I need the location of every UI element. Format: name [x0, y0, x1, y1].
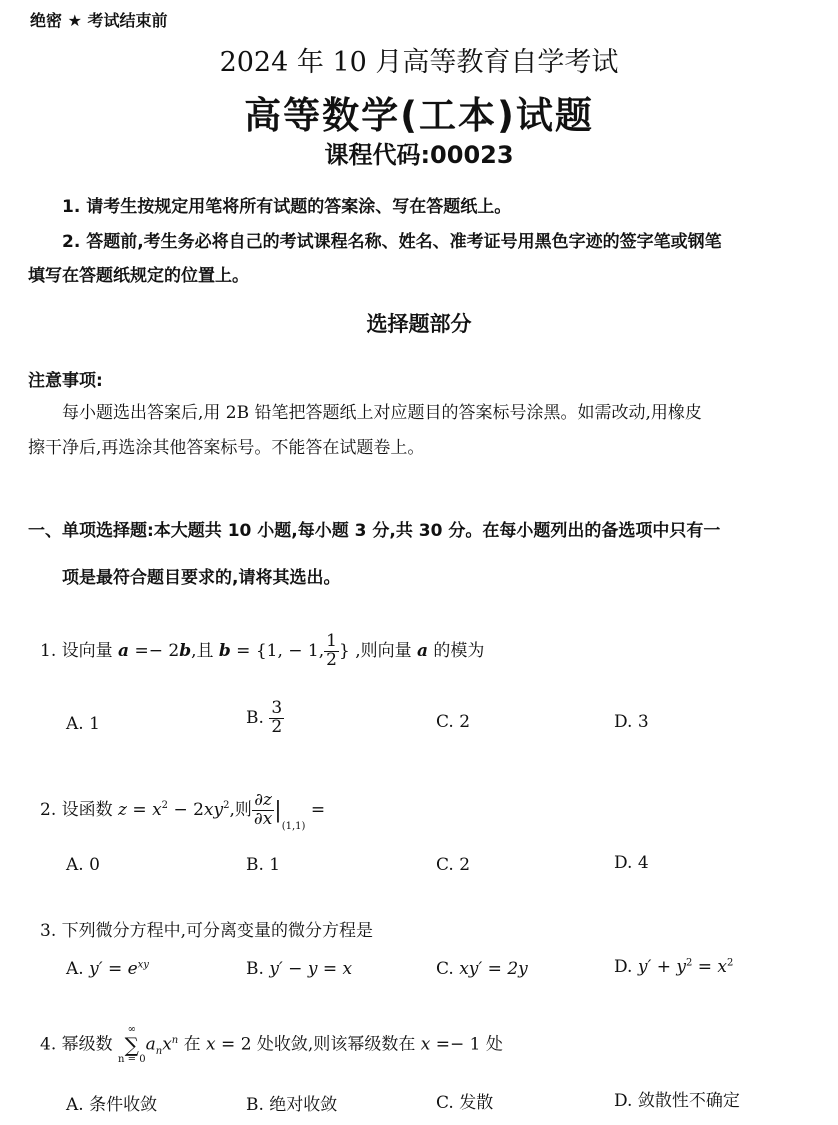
question-4: [40, 1025, 503, 1071]
option-label: D.: [614, 957, 633, 977]
exponent: 2: [161, 800, 169, 812]
exponent: 2: [726, 957, 734, 969]
math-var: x: [152, 799, 162, 820]
math-var: a: [145, 1034, 156, 1055]
math-text: =: [127, 799, 153, 820]
exponent: xy: [137, 959, 149, 971]
exam-title: 2024 年 10 月高等教育自学考试: [219, 47, 619, 78]
q4-option-b[interactable]: B. 绝对收敛: [246, 1095, 338, 1115]
part1-line-1: 一、单项选择题:本大题共 10 小题,每小题 3 分,共 30 分。在每小题列出的备选项中只有一: [28, 521, 721, 541]
question-number: 4.: [40, 1034, 57, 1055]
q1-option-c[interactable]: C. 2: [436, 712, 471, 732]
math-text: =: [305, 799, 326, 820]
math-var: x: [162, 1034, 172, 1055]
math-var: z: [118, 799, 128, 820]
partial-derivative: [252, 792, 274, 829]
q4-option-a[interactable]: A. 条件收敛: [66, 1095, 158, 1115]
vector-a: a: [118, 640, 130, 661]
math-var: xy: [203, 799, 224, 820]
math-text: − 2: [168, 799, 204, 820]
fraction-numerator: 1: [326, 631, 337, 651]
question-1: [40, 633, 484, 670]
q4-option-d[interactable]: D. 敛散性不确定: [614, 1091, 740, 1111]
question-text: ,且: [191, 640, 214, 661]
option-label: B.: [246, 707, 264, 728]
vector-a: a: [417, 640, 429, 661]
sum-symbol: ∑: [124, 1033, 139, 1057]
question-number: 2.: [40, 799, 57, 820]
question-text: 下列微分方程中,可分离变量的微分方程是: [61, 921, 374, 941]
math-expression: y′ + y: [637, 957, 686, 977]
option-label: A.: [66, 959, 84, 979]
evaluation-point: (1,1): [281, 820, 306, 832]
fraction: [269, 700, 284, 737]
math-text: =− 2: [129, 640, 180, 661]
question-text: } ,则向量: [338, 640, 412, 661]
q4-option-c[interactable]: C. 发散: [436, 1093, 494, 1113]
part1-line-2: 项是最符合题目要求的,请将其选出。: [62, 568, 341, 588]
q2-option-c[interactable]: C. 2: [436, 855, 471, 875]
subject-title: 高等数学(工本)试题: [244, 94, 594, 137]
q1-option-d[interactable]: D. 3: [614, 712, 649, 732]
fraction-numerator: ∂z: [252, 792, 274, 811]
section-title: 选择题部分: [366, 312, 472, 336]
vector-b: b: [218, 640, 231, 661]
exponent: 2: [685, 957, 693, 969]
fraction-denominator: 2: [271, 716, 283, 737]
option-label: C.: [436, 959, 454, 979]
summation: [118, 1025, 146, 1065]
evaluation-bar: |: [274, 797, 282, 823]
question-text: 的模为: [428, 640, 485, 661]
math-expression: = x: [692, 957, 727, 977]
fraction: [324, 633, 339, 670]
q1-option-a[interactable]: A. 1: [66, 714, 100, 734]
instruction-1: 1. 请考生按规定用笔将所有试题的答案涂、写在答题纸上。: [62, 197, 512, 217]
q3-option-c[interactable]: [436, 959, 528, 979]
notes-line-2: 擦干净后,再选涂其他答案标号。不能答在试题卷上。: [28, 438, 425, 458]
instruction-2-cont: 填写在答题纸规定的位置上。: [28, 266, 249, 286]
question-number: 3.: [40, 921, 57, 941]
q3-option-b[interactable]: [246, 959, 352, 979]
question-text: ,则: [229, 799, 252, 820]
fraction-numerator: 3: [271, 698, 283, 718]
question-text: 设向量: [61, 640, 113, 661]
q2-option-a[interactable]: A. 0: [66, 855, 100, 875]
exponent: 2: [223, 800, 230, 812]
notes-heading: 注意事项:: [28, 371, 103, 391]
question-text: = 2 处收敛,则该幂级数在: [215, 1034, 416, 1055]
option-label: B.: [246, 959, 264, 979]
question-3: [40, 916, 373, 941]
sum-lower-limit: n = 0: [118, 1054, 146, 1065]
exponent: n: [171, 1034, 179, 1046]
notes-line-1: 每小题选出答案后,用 2B 铅笔把答题纸上对应题目的答案标号涂黑。如需改动,用橡皮: [62, 403, 702, 423]
question-text: 幂级数: [61, 1034, 113, 1055]
question-text: =− 1 处: [430, 1034, 503, 1055]
q3-option-a[interactable]: [66, 959, 149, 979]
q2-option-d[interactable]: D. 4: [614, 853, 649, 873]
question-text: 在: [178, 1034, 201, 1055]
math-var: x: [206, 1034, 216, 1055]
question-text: 设函数: [61, 799, 113, 820]
math-var: x: [420, 1034, 431, 1055]
instruction-2: 2. 答题前,考生务必将自己的考试课程名称、姓名、准考证号用黑色字迹的签字笔或钢笔: [62, 232, 722, 252]
question-2: [40, 792, 325, 832]
math-expression: y′ − y = x: [269, 959, 353, 979]
math-text: = {1, − 1,: [230, 640, 325, 661]
q2-option-b[interactable]: B. 1: [246, 855, 281, 875]
fraction-denominator: 2: [326, 649, 337, 670]
q3-option-d[interactable]: [614, 957, 733, 977]
q1-option-b[interactable]: [246, 700, 284, 737]
math-expression: y′ = e: [89, 959, 138, 979]
subscript: n: [155, 1045, 163, 1057]
math-expression: xy′ = 2y: [459, 959, 528, 979]
fraction-denominator: ∂x: [253, 808, 273, 829]
question-number: 1.: [40, 640, 57, 661]
vector-b: b: [179, 640, 192, 661]
sum-upper-limit: ∞: [127, 1024, 136, 1035]
confidentiality-label: 绝密 ★ 考试结束前: [30, 11, 168, 30]
course-code: 课程代码:00023: [324, 141, 514, 169]
